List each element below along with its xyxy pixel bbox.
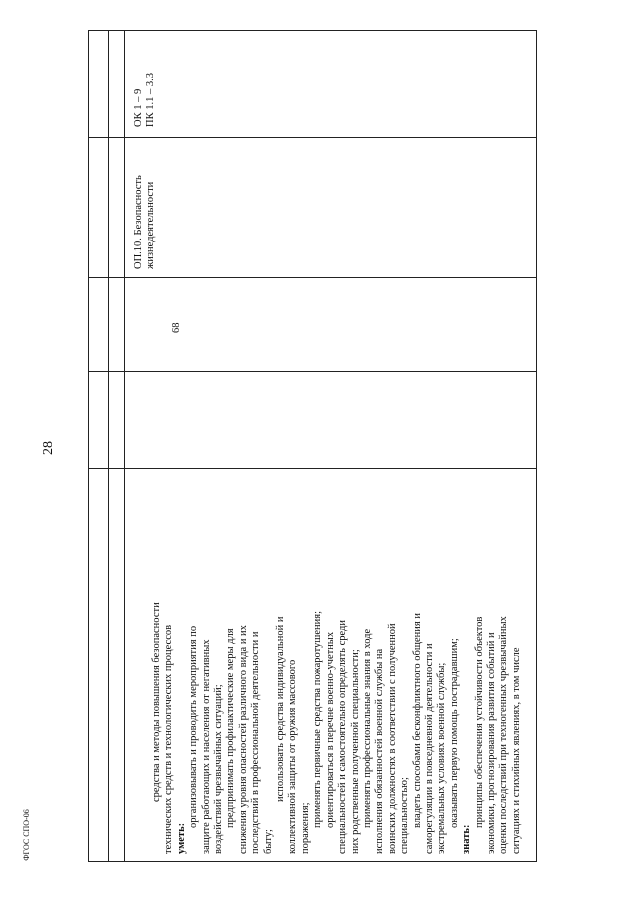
description-line: защите работающих и населения от негативных — [200, 639, 212, 854]
description-line: специальностью; — [399, 777, 411, 854]
description-line: последствий в профессиональной деятельности и — [250, 631, 262, 854]
description-line: принципы обеспечения устойчивости объектов — [473, 616, 485, 828]
curriculum-table — [88, 30, 537, 862]
description-line: технических средств и технологических процессов — [163, 624, 175, 854]
description-line: экстремальных условиях военной службы; — [436, 662, 448, 854]
description-line: ориентироваться в перечне военно-учетных — [324, 631, 336, 828]
row-divider — [89, 137, 536, 138]
hours-cell — [171, 303, 183, 333]
description-line: специальностей и самостоятельно определять среди — [337, 620, 349, 854]
description-line: коллективной защиты от оружия массового — [287, 659, 299, 854]
description-line: быту; — [262, 829, 274, 854]
description-cell — [151, 474, 523, 854]
description-line: использовать средства индивидуальной и — [275, 616, 287, 802]
description-line: организовывать и проводить мероприятия по — [188, 625, 200, 828]
description-line: воинских должностях в соответствии с полученной — [386, 623, 398, 854]
page-number: 28 — [41, 441, 56, 455]
description-line: оценки последствий при техногенных чрезвычайных — [498, 616, 510, 854]
footer-stamp: ФГОС СПО-06 — [22, 809, 31, 861]
competencies-line: ПК 1.1 – 3.3 — [145, 73, 157, 127]
description-line: них родственные полученной специальности; — [349, 649, 361, 854]
competencies-cell — [133, 67, 158, 127]
description-line: применять профессиональные знания в ходе — [361, 628, 373, 828]
hours-value: 68 — [171, 322, 182, 333]
description-line: саморегуляции в повседневной деятельности и — [423, 643, 435, 854]
row-divider — [89, 468, 536, 469]
row-divider — [89, 277, 536, 278]
description-line: средства и методы повышения безопасности — [151, 602, 162, 802]
description-line: предпринимать профилактические меры для — [225, 628, 237, 828]
column-divider — [108, 31, 109, 861]
discipline-cell — [133, 139, 158, 269]
section-heading: знать: — [461, 824, 473, 854]
competencies-line: ОК 1 – 9 — [133, 88, 144, 127]
description-line: снижения уровня опасностей различного вида и их — [237, 625, 249, 854]
description-line: применять первичные средства пожаротушения; — [312, 610, 324, 828]
description-line: исполнения обязанностей военной службы на — [374, 648, 386, 854]
description-line: ситуациях и стихийных явлениях, в том числе — [510, 647, 522, 854]
description-line: оказывать первую помощь пострадавшим; — [448, 638, 460, 828]
discipline-name: ОП.10. Безопасность жизнедеятельности — [133, 175, 157, 269]
section-heading: уметь: — [175, 822, 187, 854]
row-divider — [89, 371, 536, 372]
column-divider — [124, 31, 125, 861]
description-line: поражения; — [299, 802, 311, 854]
description-line: владеть способами бесконфликтного общения и — [411, 613, 423, 828]
description-line: воздействий чрезвычайных ситуаций; — [213, 684, 225, 854]
description-line: экономики, прогнозирования развития событий и — [485, 632, 497, 854]
